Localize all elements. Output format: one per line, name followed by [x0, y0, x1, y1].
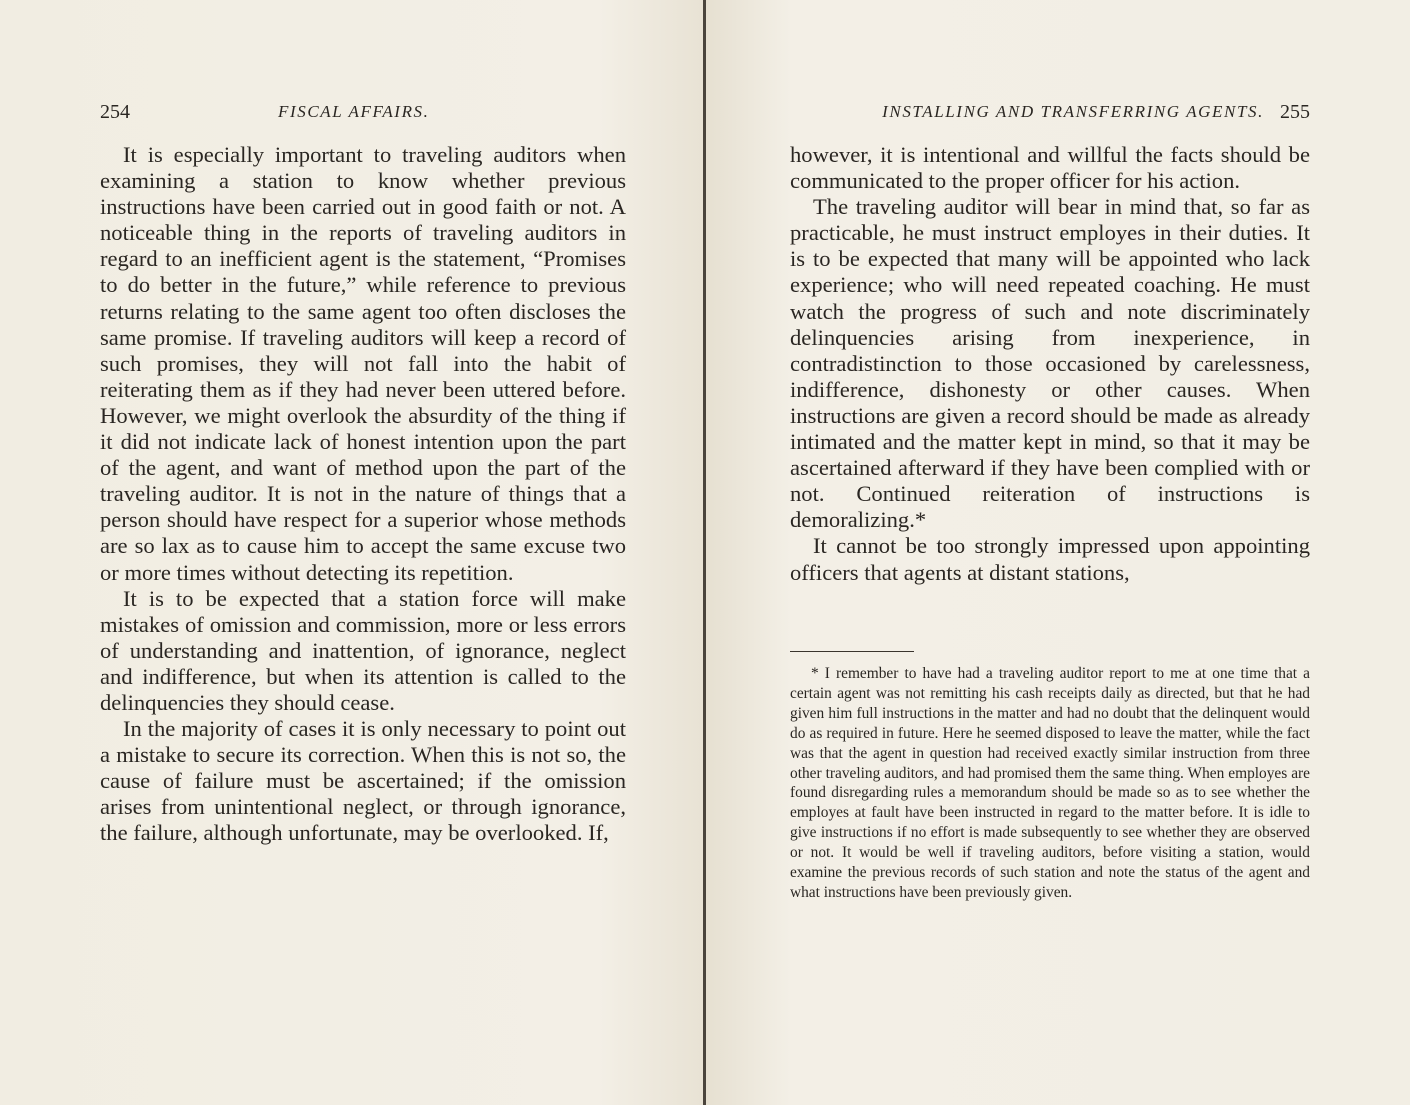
paragraph: In the majority of cases it is only necessary to point out a mistake to secure its correction. When this is not so, the cause of failure must be ascertained; if the omission arises from unintentional neglect, or through ignorance, the failure, although unfortunate, may be overlooked. If,: [100, 716, 626, 846]
left-page-header: [100, 98, 626, 126]
paragraph: It is to be expected that a station force will make mistakes of omission and commission, more or less errors of understanding and inattention, of ignorance, neglect and indifference, but when its attention is called to the delinquencies they should cease.: [100, 585, 626, 715]
footnote: [790, 664, 1310, 903]
right-page-header: [836, 98, 1310, 126]
running-head: FISCAL AFFAIRS.: [278, 102, 430, 121]
right-page: [706, 0, 1410, 1105]
page-number: 255: [1280, 101, 1310, 123]
paragraph: The traveling auditor will bear in mind that, so far as practicable, he must instruct employes in their duties. It is to be expected that many will be appointed who lack experience; who will need repeated coaching. He must watch the progress of such and note discriminately delinquencies arising from inexperience, in contradistinction to those occasioned by carelessness, indifference, dishonesty or other causes. When instructions are given a record should be made as already intimated and the matter kept in mind, so that it may be ascertained afterward if they have been complied with or not. Continued reiteration of instructions is demoralizing.*: [790, 194, 1310, 533]
left-page-body: [100, 142, 626, 847]
footnote-rule: [790, 651, 914, 652]
page-number: 254: [100, 101, 130, 123]
paragraph: It is especially important to traveling auditors when examining a station to know whether previous instructions have been carried out in good faith or not. A noticeable thing in the reports of traveling auditors in regard to an inefficient agent is the statement, “Promises to do better in the future,” while reference to previous returns relating to the same agent too often discloses the same promise. If traveling auditors will keep a record of such promises, they will not fall into the habit of reiterating them as if they had never been uttered before. However, we might overlook the absurdity of the thing if it did not indicate lack of honest intention upon the part of the agent, and want of method upon the part of the traveling auditor. It is not in the nature of things that a person should have respect for a superior whose methods are so lax as to cause him to accept the same excuse two or more times without detecting its repetition.: [100, 142, 626, 585]
paragraph: It cannot be too strongly impressed upon appointing officers that agents at distant stations,: [790, 533, 1310, 585]
paragraph-continuation: however, it is intentional and willful the facts should be communicated to the proper officer for his action.: [790, 142, 1310, 194]
footnote-text: * I remember to have had a traveling auditor report to me at one time that a certain agent was not remitting his cash receipts daily as directed, but that he had given him full instructions in the matter and had no doubt that the delinquent would do as required in future. Here he seemed disposed to leave the matter, while the fact was that the agent in question had received exactly similar instruction from three other traveling auditors, and had promised them the same thing. When employes are found disregarding rules a memorandum should be made so as to see whether the employes at fault have been instructed in regard to the matter before. It is idle to give instructions if no effort is made subsequently to see whether they are observed or not. It would be well if traveling auditors, before visiting a station, would examine the previous records of such station and note the status of the agent and what instructions have been previously given.: [790, 665, 1310, 901]
right-page-body: [790, 142, 1310, 586]
left-page: [0, 0, 704, 1105]
running-head: INSTALLING AND TRANSFERRING AGENTS.: [882, 102, 1264, 121]
